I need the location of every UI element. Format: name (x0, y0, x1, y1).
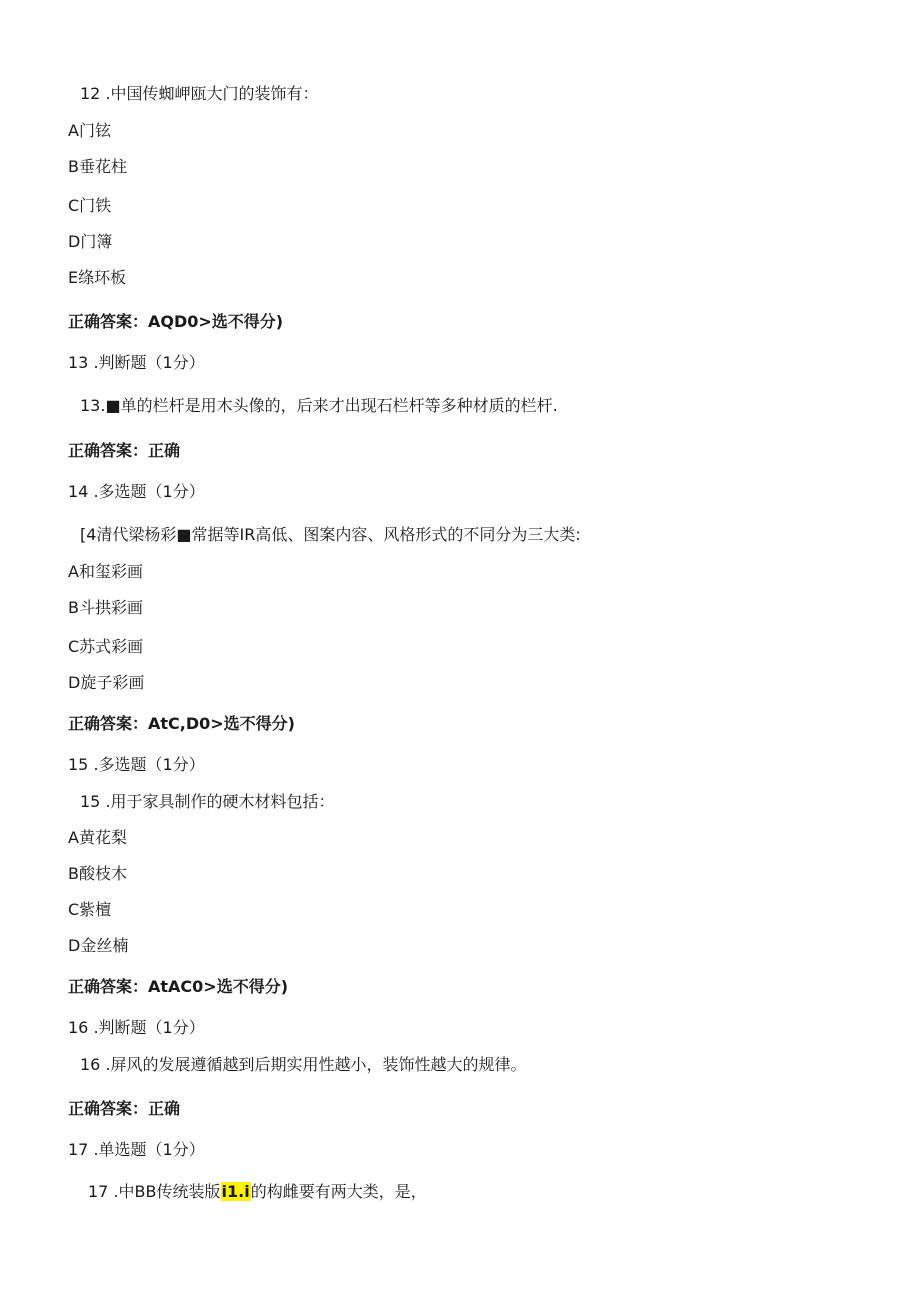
option-d: D门簿 (68, 232, 113, 251)
option-a: A和玺彩画 (68, 562, 143, 581)
answer-12: 正确答案：AQD0>选不得分) (68, 312, 284, 331)
question-16-header: 16 .判断题（1分） (68, 1018, 205, 1037)
question-17-stem (88, 1182, 427, 1202)
question-13-header: 13 .判断题（1分） (68, 353, 205, 372)
highlighted-text: i1.i (221, 1182, 250, 1201)
question-15-stem: 15 .用于家具制作的硬木材料包括： (80, 792, 335, 811)
option-a: A门铉 (68, 121, 111, 140)
option-b: B垂花柱 (68, 157, 127, 176)
answer-14: 正确答案：AtC,D0>选不得分) (68, 714, 295, 733)
option-c: C紫檀 (68, 900, 112, 919)
option-b: B斗拱彩画 (68, 598, 143, 617)
option-d: D旋子彩画 (68, 673, 145, 692)
answer-16: 正确答案：正确 (68, 1099, 181, 1118)
question-15-header: 15 .多选题（1分） (68, 755, 205, 774)
answer-13: 正确答案：正确 (68, 441, 181, 460)
question-17-stem-after: 的构雌要有两大类，是， (250, 1182, 427, 1201)
question-14-header: 14 .多选题（1分） (68, 482, 205, 501)
answer-15: 正确答案：AtAC0>选不得分) (68, 977, 289, 996)
question-14-stem: [4清代梁杨彩■常据等IR高低、图案内容、风格形式的不同分为三大类: (80, 525, 581, 544)
question-16-stem: 16 .屏风的发展遵循越到后期实用性越小，装饰性越大的规律。 (80, 1055, 527, 1074)
option-c: C门铁 (68, 196, 112, 215)
question-13-stem: 13.■单的栏杆是用木头像的，后来才出现石栏杆等多种材质的栏杆. (80, 396, 558, 415)
option-a: A黄花梨 (68, 828, 127, 847)
option-d: D金丝楠 (68, 936, 129, 955)
option-b: B酸枝木 (68, 864, 127, 883)
question-17-stem-before: 17 .中BB传统装版 (88, 1182, 221, 1201)
option-c: C苏式彩画 (68, 637, 144, 656)
question-12-stem: 12 .中国传蜘岬瓯大门的装饰有： (80, 84, 319, 103)
question-17-header: 17 .单选题（1分） (68, 1140, 205, 1159)
option-e: E绦环板 (68, 268, 127, 287)
